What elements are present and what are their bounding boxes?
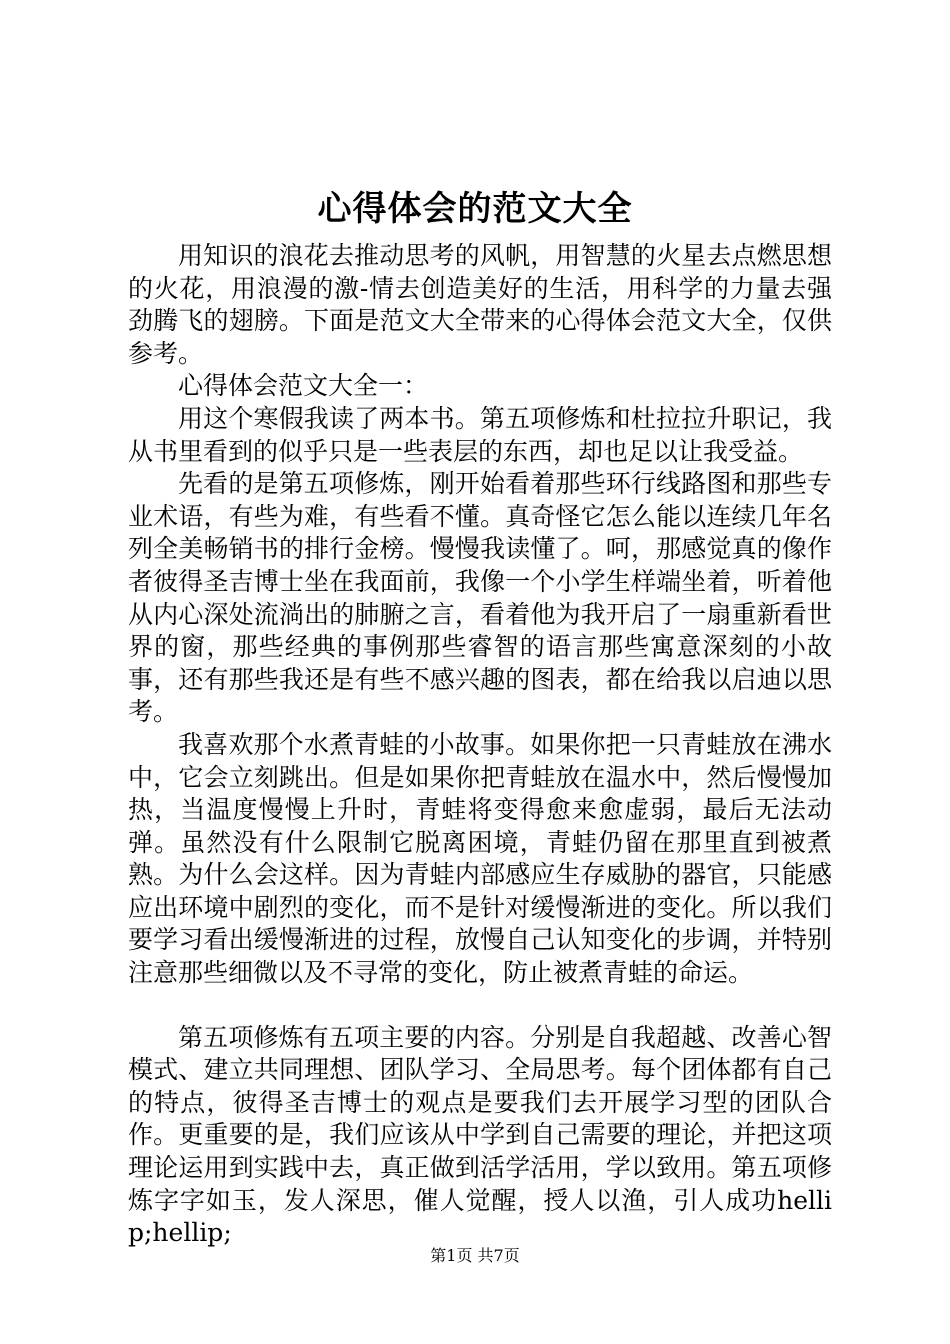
paragraph: 第五项修炼有五项主要的内容。分别是自我超越、改善心智模式、建立共同理想、团队学习、全局思考。每个团体都有自己的特点，彼得圣吉博士的观点是要我们去开展学习型的团队合作。更重要的是，我们应该从中学到自己需要的理论，并把这项理论运用到实践中去，真正做到活学活用，学以致用。第五项修炼字字如玉，发人深思，催人觉醒，授人以渔，引人成功hellip;hellip; [128,1022,832,1248]
paragraph: 先看的是第五项修炼，刚开始看着那些环行线路图和那些专业术语，有些为难，有些看不懂。真奇怪它怎么能以连续几年名列全美畅销书的排行金榜。慢慢我读懂了。呵，那感觉真的像作者彼得圣吉博士坐在我面前，我像一个小学生样端坐着，听着他从内心深处流淌出的肺腑之言，看着他为我开启了一扇重新看世界的窗，那些经典的事例那些睿智的语言那些寓意深刻的小故事，还有那些我还是有些不感兴趣的图表，都在给我以启迪以思考。 [128,469,832,727]
document-title: 心得体会的范文大全 [317,189,633,229]
paragraph: 用这个寒假我读了两本书。第五项修炼和杜拉拉升职记，我从书里看到的似乎只是一些表层的东西，却也足以让我受益。 [128,403,832,466]
page-number: 第1页 共7页 [430,1246,520,1265]
section-heading: 心得体会范文大全一： [178,371,429,401]
paragraph: 我喜欢那个水煮青蛙的小故事。如果你把一只青蛙放在沸水中，它会立刻跳出。但是如果你把青蛙放在温水中，然后慢慢加热，当温度慢慢上升时，青蛙将变得愈来愈虚弱，最后无法动弹。虽然没有什么限制它脱离困境，青蛙仍留在那里直到被煮熟。为什么会这样。因为青蛙内部感应生存威胁的器官，只能感应出环境中剧烈的变化，而不是针对缓慢渐进的变化。所以我们要学习看出缓慢渐进的过程，放慢自己认知变化的步调，并特别注意那些细微以及不寻常的变化，防止被煮青蛙的命运。 [128,729,832,988]
paragraph-intro: 用知识的浪花去推动思考的风帆，用智慧的火星去点燃思想的火花，用浪漫的激-情去创造美好的生活，用科学的力量去强劲腾飞的翅膀。下面是范文大全带来的心得体会范文大全，仅供参考。 [128,241,832,368]
document-body [128,240,832,1250]
